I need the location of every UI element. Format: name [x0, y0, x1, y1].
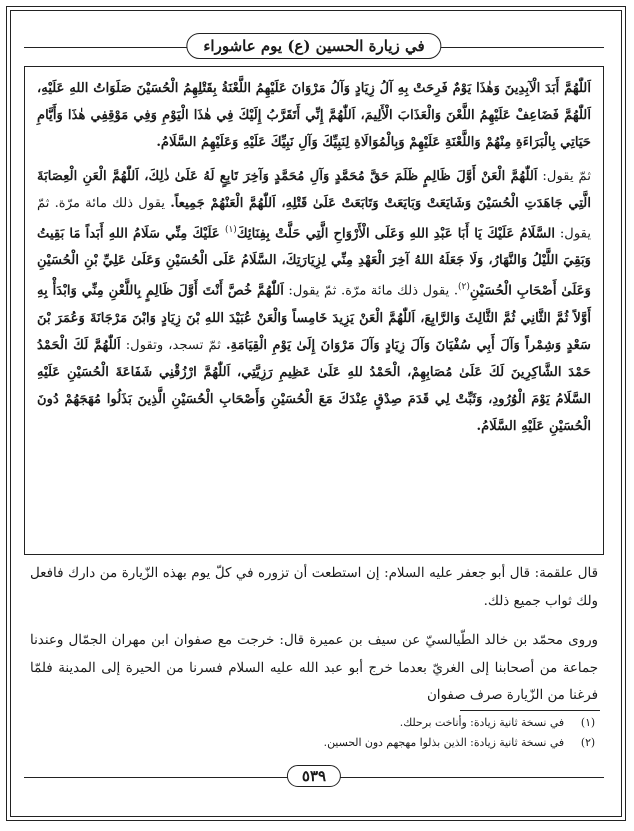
- instruction-text: . يقول ذلك مائة مرّة. ثمّ يقول:: [283, 283, 459, 299]
- page-footer: [24, 765, 604, 791]
- instruction-text: ثمّ يقول:: [537, 169, 591, 184]
- ziyarah-text-box: [24, 66, 604, 555]
- footnote: [40, 713, 600, 733]
- running-header: [24, 33, 604, 63]
- supplication-text: اَللّٰهُمَّ الْعَنْ أَوَّلَ ظَالِمٍ ظَلَمَ حَقَّ مُحَمَّدٍ وَآلِ مُحَمَّدٍ وَآخِرَ تَابِعٍ لَهُ عَلَىٰ ذٰلِكَ، اَللّٰهُمَّ الْعَنِ الْعِصَابَةَ الَّتِي جَاهَدَتِ الْحُسَيْنَ وَشَايَعَتْ وَبَايَعَتْ وَتَابَعَتْ عَلَىٰ قَتْلِهِ، اَللّٰهُمَّ الْعَنْهُمْ جَمِيعاً.: [37, 169, 591, 211]
- header-title: في زيارة الحسين (ع) يوم عاشوراء: [186, 33, 441, 59]
- footnote-text: في نسخة ثانية زيادة: الذين بذلوا مهجهم دون الحسين.: [323, 736, 564, 749]
- body-paragraph: قال علقمة: قال أبو جعفر عليه السلام: إن استطعت أن تزوره في كلّ يوم بهذه الزّيارة من دارك فافعل ولك ثواب جميع ذلك.: [30, 566, 598, 609]
- footnote-reference: (١): [224, 225, 237, 235]
- page-number: ٥٣٩: [287, 765, 341, 787]
- footnotes: [40, 713, 600, 753]
- supplication-text: اَللّٰهُمَّ أَبَدَ الْآبِدِينَ وَهٰذَا يَوْمٌ فَرِحَتْ بِهِ آلُ زِيَادٍ وَآلُ مَرْوَانَ عَلَيْهِمُ اللَّعْنَةُ بِقَتْلِهِمُ الْحُسَيْنَ صَلَوَاتُ اللهِ عَلَيْهِ، اَللّٰهُمَّ فَضَاعِفْ عَلَيْهِمُ اللَّعْنَ وَالْعَذَابَ الْأَلِيمَ، اَللّٰهُمَّ إِنِّي أَتَقَرَّبُ إِلَيْكَ فِي هٰذَا الْيَوْمِ وَفِي مَوْقِفِي هٰذَا وَأَيَّامِ حَيَاتِي بِالْبَرَاءَةِ مِنْهُمْ وَاللَّعْنَةِ عَلَيْهِمْ وَبِالْمُوَالَاةِ لِنَبِيِّكَ وَآلِ نَبِيِّكَ عَلَيْهِ وَعَلَيْهِمُ السَّلَامُ.: [37, 81, 591, 150]
- footnote-text: في نسخة ثانية زيادة: وأناخت برحلك.: [399, 716, 564, 729]
- instruction-text: يقول ذلك مائة مرّة. ثمّ يقول:: [37, 196, 591, 242]
- box-paragraph: [37, 163, 591, 440]
- body-paragraph: وروى محمّد بن خالد الطّيالسيّ عن سيف بن عميرة قال: خرجت مع صفوان ابن مهران الجمّال وعندنا جماعة من أصحابنا إلى الغريّ بعدما خرج أبو عبد الله عليه السلام فسرنا من الحيرة إلى المدينة فلمّا فرغنا من الزّيارة صرف صفوان: [30, 633, 598, 703]
- footnote-number: (١): [580, 716, 596, 729]
- footnote-reference: (٢): [458, 282, 470, 293]
- footnote: [40, 733, 600, 753]
- instruction-text: ثمّ تسجد، وتقول:: [120, 337, 226, 353]
- body-text: [30, 560, 598, 722]
- supplication-text: اَللّٰهُمَّ خُصَّ أَنْتَ أَوَّلَ ظَالِمٍ بِاللَّعْنِ مِنِّي وَابْدَأْ بِهِ أَوَّلاً ثُمَّ الثَّانِي ثُمَّ الثَّالِثَ وَالرَّابِعَ، اَللّٰهُمَّ الْعَنْ يَزِيدَ خَامِساً وَالْعَنْ عُبَيْدَ اللهِ بْنَ زِيَادٍ وَابْنَ مَرْجَانَةَ وَعُمَرَ بْنَ سَعْدٍ وَشِمْراً وَآلَ أَبِي سُفْيَانَ وَآلَ زِيَادٍ وَآلَ مَرْوَانَ إِلَىٰ يَوْمِ الْقِيَامَةِ.: [37, 283, 592, 353]
- footnote-number: (٢): [580, 736, 596, 749]
- supplication-text: اَللّٰهُمَّ لَكَ الْحَمْدُ حَمْدَ الشَّاكِرِينَ لَكَ عَلَىٰ مُصَابِهِمْ، الْحَمْدُ للهِ عَلَىٰ عَظِيمِ رَزِيَّتِي، اَللّٰهُمَّ ارْزُقْنِي شَفَاعَةَ الْحُسَيْنِ عَلَيْهِ السَّلَامُ يَوْمَ الْوُرُودِ، وَثَبِّتْ لِي قَدَمَ صِدْقٍ عِنْدَكَ مَعَ الْحُسَيْنِ وَأَصْحَابِ الْحُسَيْنِ الَّذِينَ بَذَلُوا مُهَجَهُمْ دُونَ الْحُسَيْنِ عَلَيْهِ السَّلَامُ.: [37, 337, 591, 434]
- box-paragraph: [37, 75, 591, 156]
- supplication-text: عَلَيْكَ مِنِّي سَلَامُ اللهِ أَبَداً مَا بَقِيتُ وَبَقِيَ اللَّيْلُ وَالنَّهَارُ، وَلَا جَعَلَهُ اللهُ آخِرَ الْعَهْدِ مِنِّي لِزِيَارَتِكَ، السَّلَامُ عَلَى الْحُسَيْنِ وَعَلَىٰ عَلِيِّ بْنِ الْحُسَيْنِ وَعَلَىٰ أَصْحَابِ الْحُسَيْنِ: [37, 226, 592, 299]
- footnote-separator: [460, 710, 600, 711]
- supplication-text: السَّلَامُ عَلَيْكَ يَا أَبَا عَبْدِ اللهِ وَعَلَى الْأَرْوَاحِ الَّتِي حَلَّتْ بِفِنَائِكَ: [236, 226, 556, 242]
